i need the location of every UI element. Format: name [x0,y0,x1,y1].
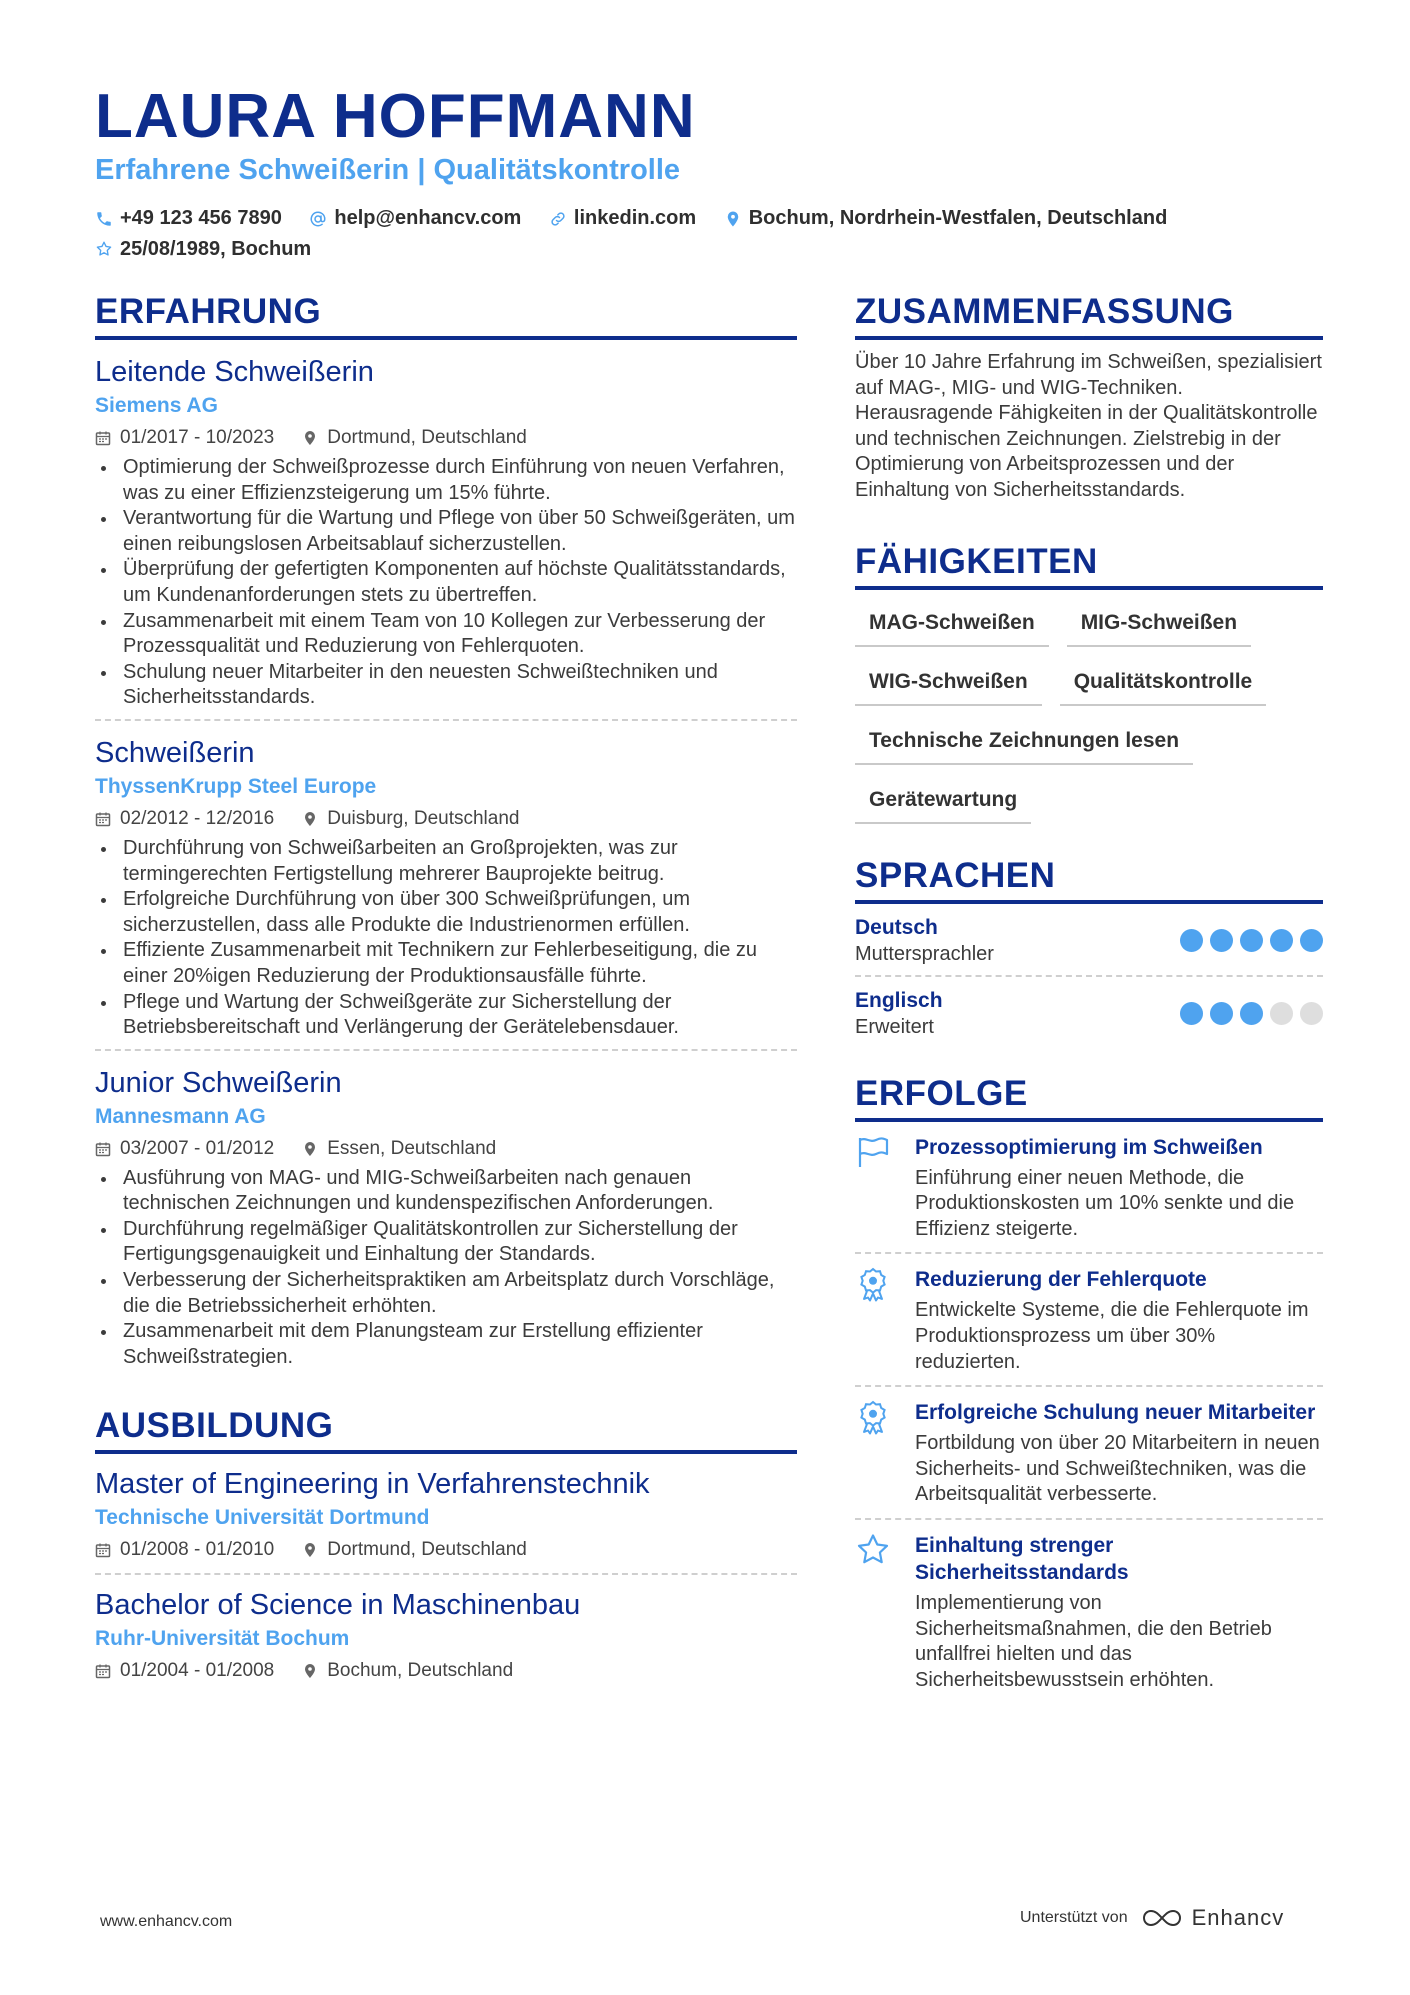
bullet: Erfolgreiche Durchführung von über 300 Schweißprüfungen, um sicherzustellen, dass alle Produkte die Industrienormen erfüllen. [95,887,797,938]
location-value: Bochum, Nordrhein-Westfalen, Deutschland [748,207,1168,229]
left-column [95,290,797,1694]
job-bullets [95,1166,797,1371]
achievements-section-title: ERFOLGE [855,1072,1323,1122]
edu-degree: Master of Engineering in Verfahrenstechnik [95,1468,650,1501]
rating-dot-filled [1240,1002,1263,1025]
phone-icon [95,210,113,228]
linkedin-value: linkedin.com [573,207,697,229]
rating-dot-filled [1180,929,1203,952]
languages-section-title: SPRACHEN [855,854,1323,904]
bullet: Ausführung von MAG- und MIG-Schweißarbeiten nach genauen technischen Zeichnungen und kundenspezifischen Anforderungen. [95,1166,797,1217]
contact-email[interactable] [309,205,521,232]
calendar-icon [95,430,111,446]
location-pin-icon [302,811,318,827]
contact-linkedin[interactable] [549,205,696,232]
achievement-title: Reduzierung der Fehlerquote [915,1268,1207,1292]
bullet: Verbesserung der Sicherheitspraktiken am Arbeitsplatz durch Vorschläge, die die Betriebssicherheit erhöhten. [95,1268,797,1319]
achievement-text: Implementierung von Sicherheitsmaßnahmen, die den Betrieb unfallfrei hielten und das Sicherheitsbewusstsein erhöhten. [915,1591,1272,1691]
rating-dot-empty [1270,1002,1293,1025]
edu-dates: 01/2008 - 01/2010 [120,1539,275,1561]
job-dates: 01/2017 - 10/2023 [120,427,275,448]
edu-meta [95,1537,797,1563]
achievement-title: Erfolgreiche Schulung neuer Mitarbeiter [915,1401,1316,1425]
location-pin-icon [302,1542,318,1558]
language-item [855,987,1323,1048]
brand-name: Enhancv [1191,1905,1285,1930]
location-pin-icon [724,210,742,228]
achievement-text: Entwickelte Systeme, die die Fehlerquote im Produktionsprozess um über 30% reduzierten. [915,1299,1309,1373]
education-entry [95,1454,797,1575]
experience-entry [95,340,797,721]
star-icon [95,240,113,258]
calendar-icon [95,1141,111,1157]
footer-website[interactable]: www.enhancv.com [100,1913,233,1930]
edu-school: Technische Universität Dortmund [95,1506,430,1530]
bullet: Schulung neuer Mitarbeiter in den neuesten Schweißtechniken und Sicherheitsstandards. [95,660,797,711]
job-role: Schweißerin [95,736,255,769]
skills-section-title: FÄHIGKEITEN [855,540,1323,590]
bullet: Durchführung von Schweißarbeiten an Großprojekten, was zur termingerechten Fertigstellung mehrerer Bauprojekte beitrug. [95,836,797,887]
job-dates: 02/2012 - 12/2016 [120,807,275,829]
job-location: Essen, Deutschland [327,1137,497,1159]
rating-dot-filled [1240,929,1263,952]
job-company: Siemens AG [95,394,218,417]
job-bullets [95,455,797,711]
skill-tag: Qualitätskontrolle [1060,661,1267,706]
edu-dates: 01/2004 - 01/2008 [120,1660,275,1682]
job-company: ThyssenKrupp Steel Europe [95,774,377,798]
language-level: Erweitert [855,1015,934,1038]
bullet: Zusammenarbeit mit einem Team von 10 Kollegen zur Verbesserung der Prozessqualität und Reduzierung von Fehlerquoten. [95,609,797,660]
contact-info [95,205,1325,266]
at-icon [309,210,327,228]
education-section-title: AUSBILDUNG [95,1404,797,1454]
candidate-name: LAURA HOFFMANN [95,82,696,151]
edu-school: Ruhr-Universität Bochum [95,1627,350,1651]
language-rating [1173,1002,1323,1025]
experience-entry [95,1051,797,1379]
edu-location: Bochum, Deutschland [327,1660,514,1682]
headline: Erfahrene Schweißerin | Qualitätskontrolle [95,154,681,186]
achievement-item [855,1254,1323,1387]
job-bullets [95,836,797,1041]
language-level: Muttersprachler [855,942,994,965]
achievement-item [855,1387,1323,1520]
job-meta [95,425,797,451]
contact-location [724,205,1168,232]
calendar-icon [95,1542,111,1558]
skill-tag: MAG-Schweißen [855,602,1049,647]
right-column [855,290,1323,1703]
skills-list [855,602,1323,838]
job-meta [95,1136,797,1162]
award-icon [855,1399,891,1435]
achievement-title: Einhaltung strenger Sicherheitsstandards [915,1533,1129,1584]
birth-value: 25/08/1989, Bochum [120,237,312,260]
experience-section-title: ERFAHRUNG [95,290,797,340]
job-location: Dortmund, Deutschland [327,427,527,448]
link-icon [549,210,567,228]
calendar-icon [95,811,111,827]
job-company: Mannesmann AG [95,1104,266,1128]
achievement-title: Prozessoptimierung im Schweißen [915,1135,1263,1159]
education-entry [95,1575,797,1694]
rating-dot-empty [1300,1002,1323,1025]
rating-dot-filled [1210,1002,1233,1025]
achievement-item [855,1122,1323,1255]
contact-birth [95,236,311,263]
star-icon [855,1532,891,1568]
job-dates: 03/2007 - 01/2012 [120,1137,275,1159]
powered-by-label: Unterstützt von [1020,1909,1128,1926]
phone-value: +49 123 456 7890 [120,207,282,229]
email-value: help@enhancv.com [334,207,522,229]
bullet: Optimierung der Schweißprozesse durch Einführung von neuen Verfahren, was zu einer Effizienzsteigerung um 15% führte. [95,455,797,506]
language-rating [1173,929,1323,952]
job-role: Junior Schweißerin [95,1066,342,1099]
bullet: Effiziente Zusammenarbeit mit Technikern zur Fehlerbeseitigung, die zu einer 20%igen Reduzierung der Produktionsausfälle führte. [95,938,797,989]
skill-tag: MIG-Schweißen [1067,602,1251,647]
bullet: Verantwortung für die Wartung und Pflege von über 50 Schweißgeräten, um einen reibungslosen Arbeitsablauf sicherzustellen. [95,506,797,557]
achievement-text: Fortbildung von über 20 Mitarbeitern in neuen Sicherheits- und Schweißtechniken, was die Arbeitsqualität verbesserte. [915,1432,1320,1506]
enhancv-logo-icon [1140,1907,1184,1929]
calendar-icon [95,1663,111,1679]
language-name: Englisch [855,988,943,1012]
rating-dot-filled [1300,929,1323,952]
contact-phone[interactable] [95,205,282,232]
achievement-text: Einführung einer neuen Methode, die Produktionskosten um 10% senkte und die Effizienz steigerte. [915,1166,1295,1240]
rating-dot-filled [1270,929,1293,952]
rating-dot-filled [1180,1002,1203,1025]
bullet: Zusammenarbeit mit dem Planungsteam zur Erstellung effizienter Schweißstrategien. [95,1319,797,1370]
flag-icon [855,1134,891,1170]
job-location: Duisburg, Deutschland [327,807,520,829]
achievement-item [855,1520,1323,1703]
edu-meta [95,1658,797,1684]
bullet: Pflege und Wartung der Schweißgeräte zur Sicherstellung der Betriebsbereitschaft und Verlängerung der Gerätelebensdauer. [95,990,797,1041]
bullet: Überprüfung der gefertigten Komponenten auf höchste Qualitätsstandards, um Kundenanforderungen stets zu übertreffen. [95,557,797,608]
job-role: Leitende Schweißerin [95,356,374,388]
language-name: Deutsch [855,915,938,939]
location-pin-icon [302,1141,318,1157]
rating-dot-filled [1210,929,1233,952]
edu-location: Dortmund, Deutschland [327,1539,527,1561]
skill-tag: WIG-Schweißen [855,661,1042,706]
experience-entry [95,721,797,1051]
summary-section-title: ZUSAMMENFASSUNG [855,290,1323,340]
edu-degree: Bachelor of Science in Maschinenbau [95,1589,581,1622]
skill-tag: Technische Zeichnungen lesen [855,720,1193,765]
bullet: Durchführung regelmäßiger Qualitätskontrollen zur Sicherstellung der Fertigungsgenauigkeit und Einhaltung der Standards. [95,1217,797,1268]
award-icon [855,1266,891,1302]
location-pin-icon [302,430,318,446]
language-item [855,914,1323,977]
location-pin-icon [302,1663,318,1679]
skill-tag: Gerätewartung [855,779,1031,824]
footer-powered-by [1020,1905,1284,1931]
summary-text: Über 10 Jahre Erfahrung im Schweißen, spezialisiert auf MAG-, MIG- und WIG-Techniken. Herausragende Fähigkeiten in der Qualitätskontrolle und technischen Zeichnungen. Zielstrebig in der Optimierung von Arbeitsprozessen und der Einhaltung von Sicherheitsstandards. [855,351,1322,501]
job-meta [95,806,797,832]
